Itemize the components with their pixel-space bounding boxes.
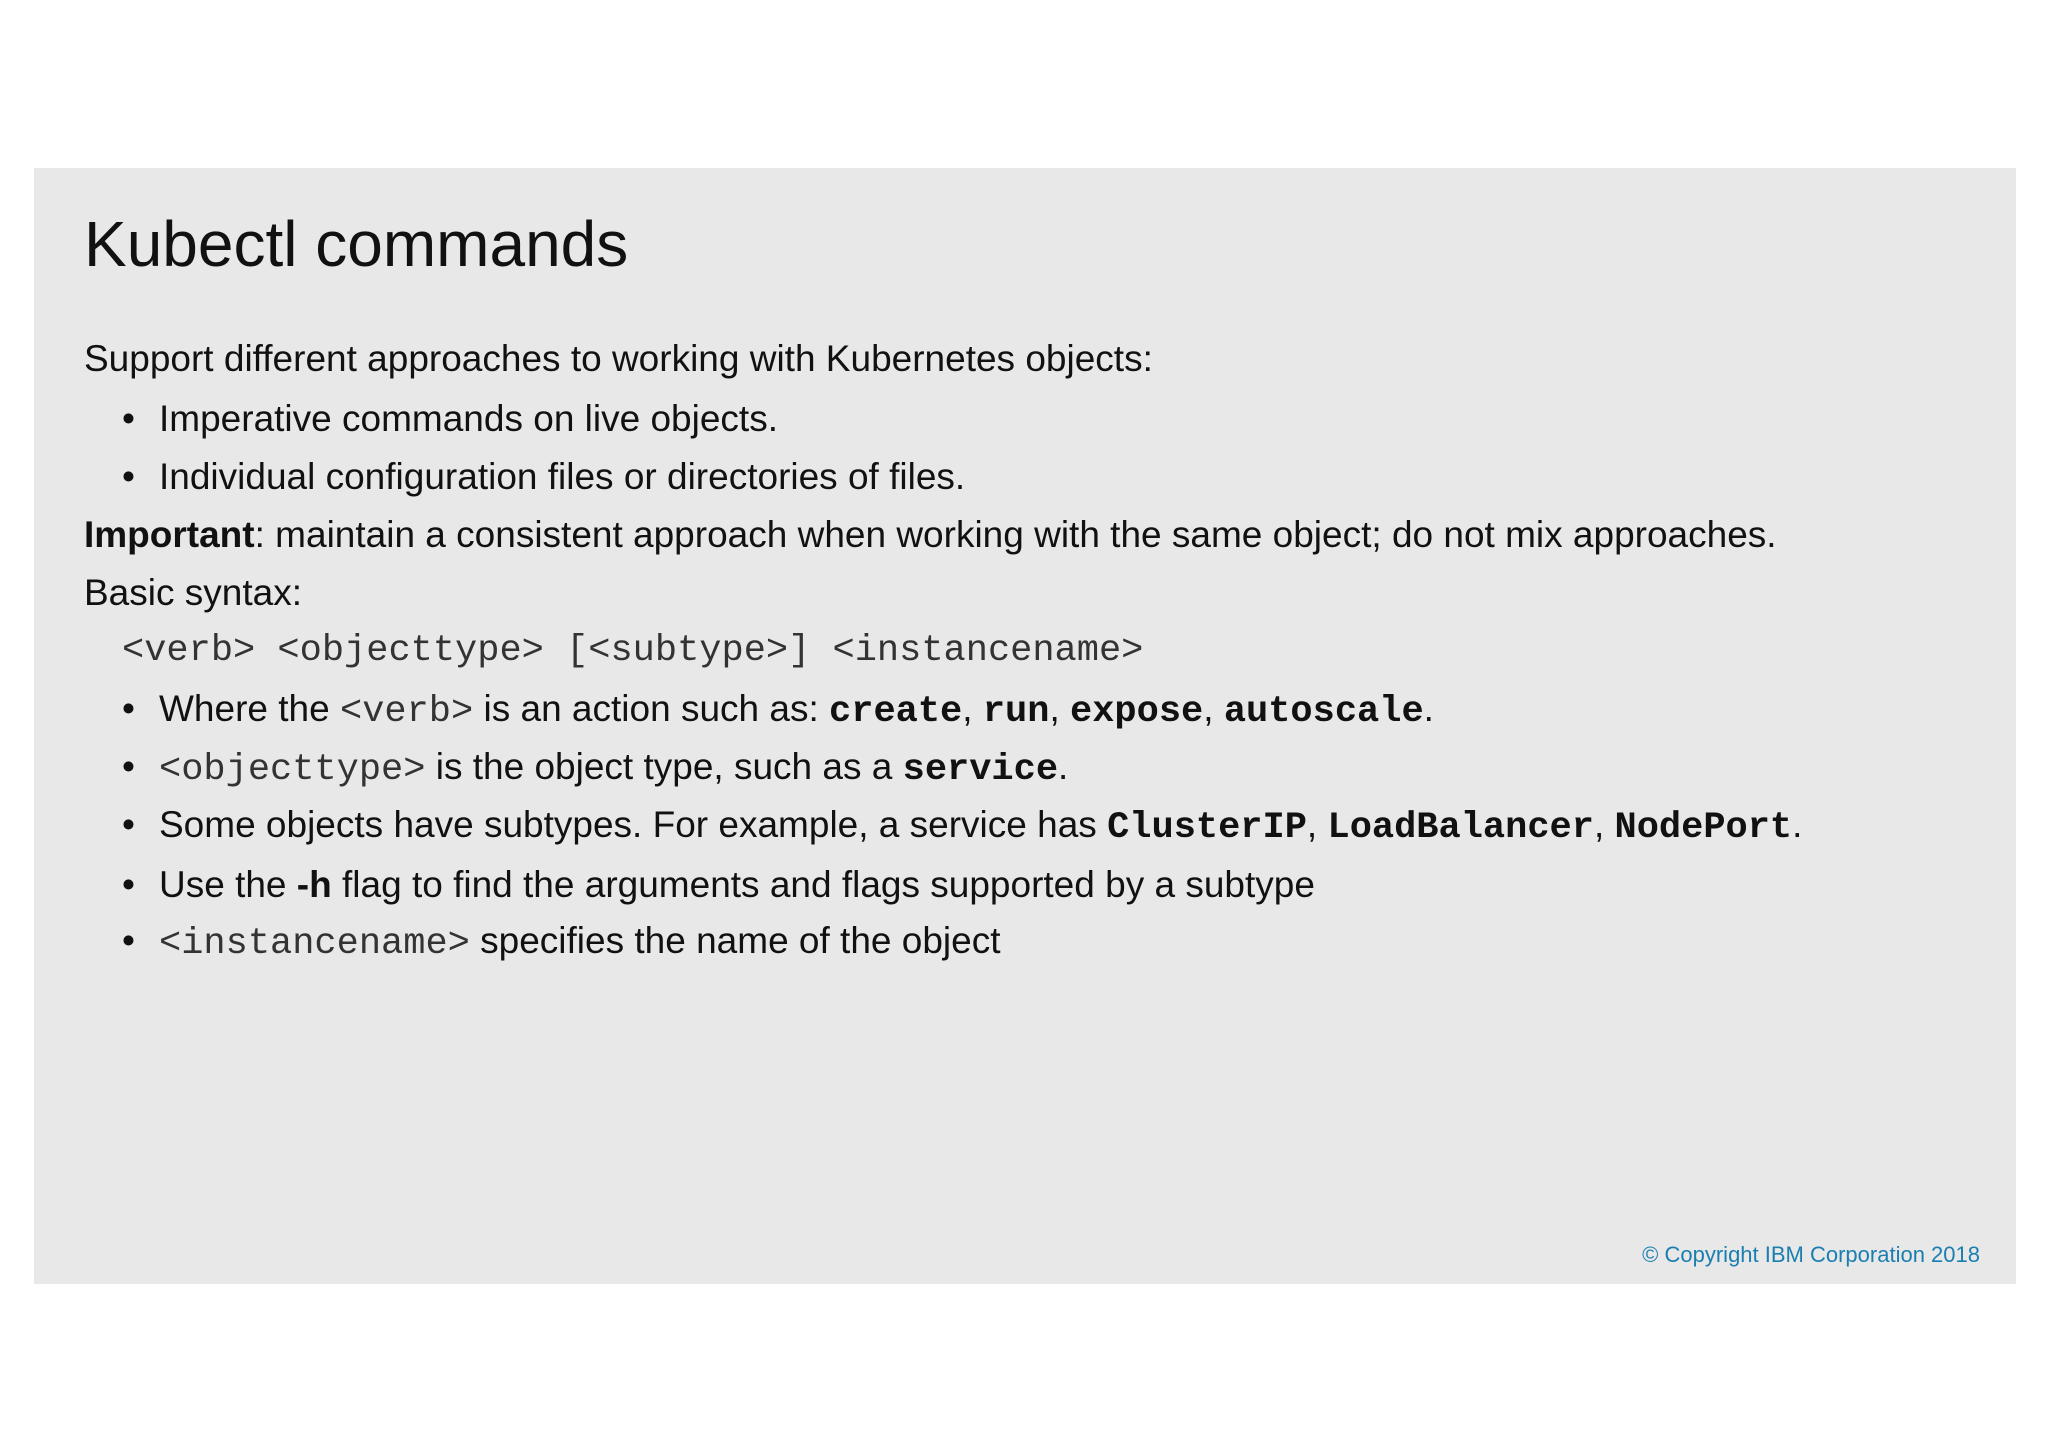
subtype-description [159,802,1802,851]
flag-description [159,862,1315,908]
slide-title: Kubectl commands [84,208,629,280]
verb-example: expose [1070,691,1204,733]
objecttype-example: service [902,749,1059,791]
objecttype-middle: is the object type, such as a [425,746,903,787]
instancename-description [159,918,1001,967]
approach-item-config-files: Individual configuration files or directories of files. [159,456,966,497]
instancename-code: <instancename> [159,923,470,965]
important-note [84,512,1777,558]
bullet-dot: • [122,920,135,961]
objecttype-suffix: . [1058,746,1069,787]
syntax-code: <verb> <objecttype> [<subtype>] <instancename> [122,630,1144,672]
subtype-example: NodePort [1614,807,1793,849]
bullet-dot: • [122,746,135,787]
basic-syntax-label: Basic syntax: [84,572,302,613]
separator: , [962,688,983,729]
verb-code: <verb> [339,691,474,733]
separator: , [1593,804,1615,845]
verb-description [159,686,1434,735]
help-flag: -h [296,864,332,905]
approach-item-imperative: Imperative commands on live objects. [159,398,778,439]
verb-example: autoscale [1223,691,1424,733]
verb-suffix: . [1423,688,1434,729]
instancename-suffix: specifies the name of the object [469,920,1001,961]
important-text: : maintain a consistent approach when working with the same object; do not mix approaches. [254,514,1777,555]
objecttype-code: <objecttype> [159,749,426,791]
intro-text: Support different approaches to working with Kubernetes objects: [84,338,1153,379]
important-label: Important [84,514,255,555]
subtype-example: LoadBalancer [1327,807,1594,849]
bullet-dot: • [122,398,135,439]
subtype-suffix: . [1792,804,1803,845]
bullet-dot: • [122,688,135,729]
verb-prefix: Where the [159,688,340,729]
bullet-dot: • [122,804,135,845]
bullet-dot: • [122,864,135,905]
verb-example: run [982,691,1050,733]
separator: , [1306,804,1328,845]
verb-middle: is an action such as: [473,688,830,729]
separator: , [1203,688,1224,729]
bullet-dot: • [122,456,135,497]
separator: , [1049,688,1071,729]
copyright-notice: © Copyright IBM Corporation 2018 [1642,1242,1980,1267]
flag-prefix: Use the [159,864,297,905]
subtype-example: ClusterIP [1107,807,1307,849]
flag-suffix: flag to find the arguments and flags supported by a subtype [331,864,1315,905]
objecttype-description [159,744,1068,793]
verb-example: create [829,691,963,733]
slide [34,168,2016,1284]
subtype-prefix: Some objects have subtypes. For example, a service has [159,804,1108,845]
